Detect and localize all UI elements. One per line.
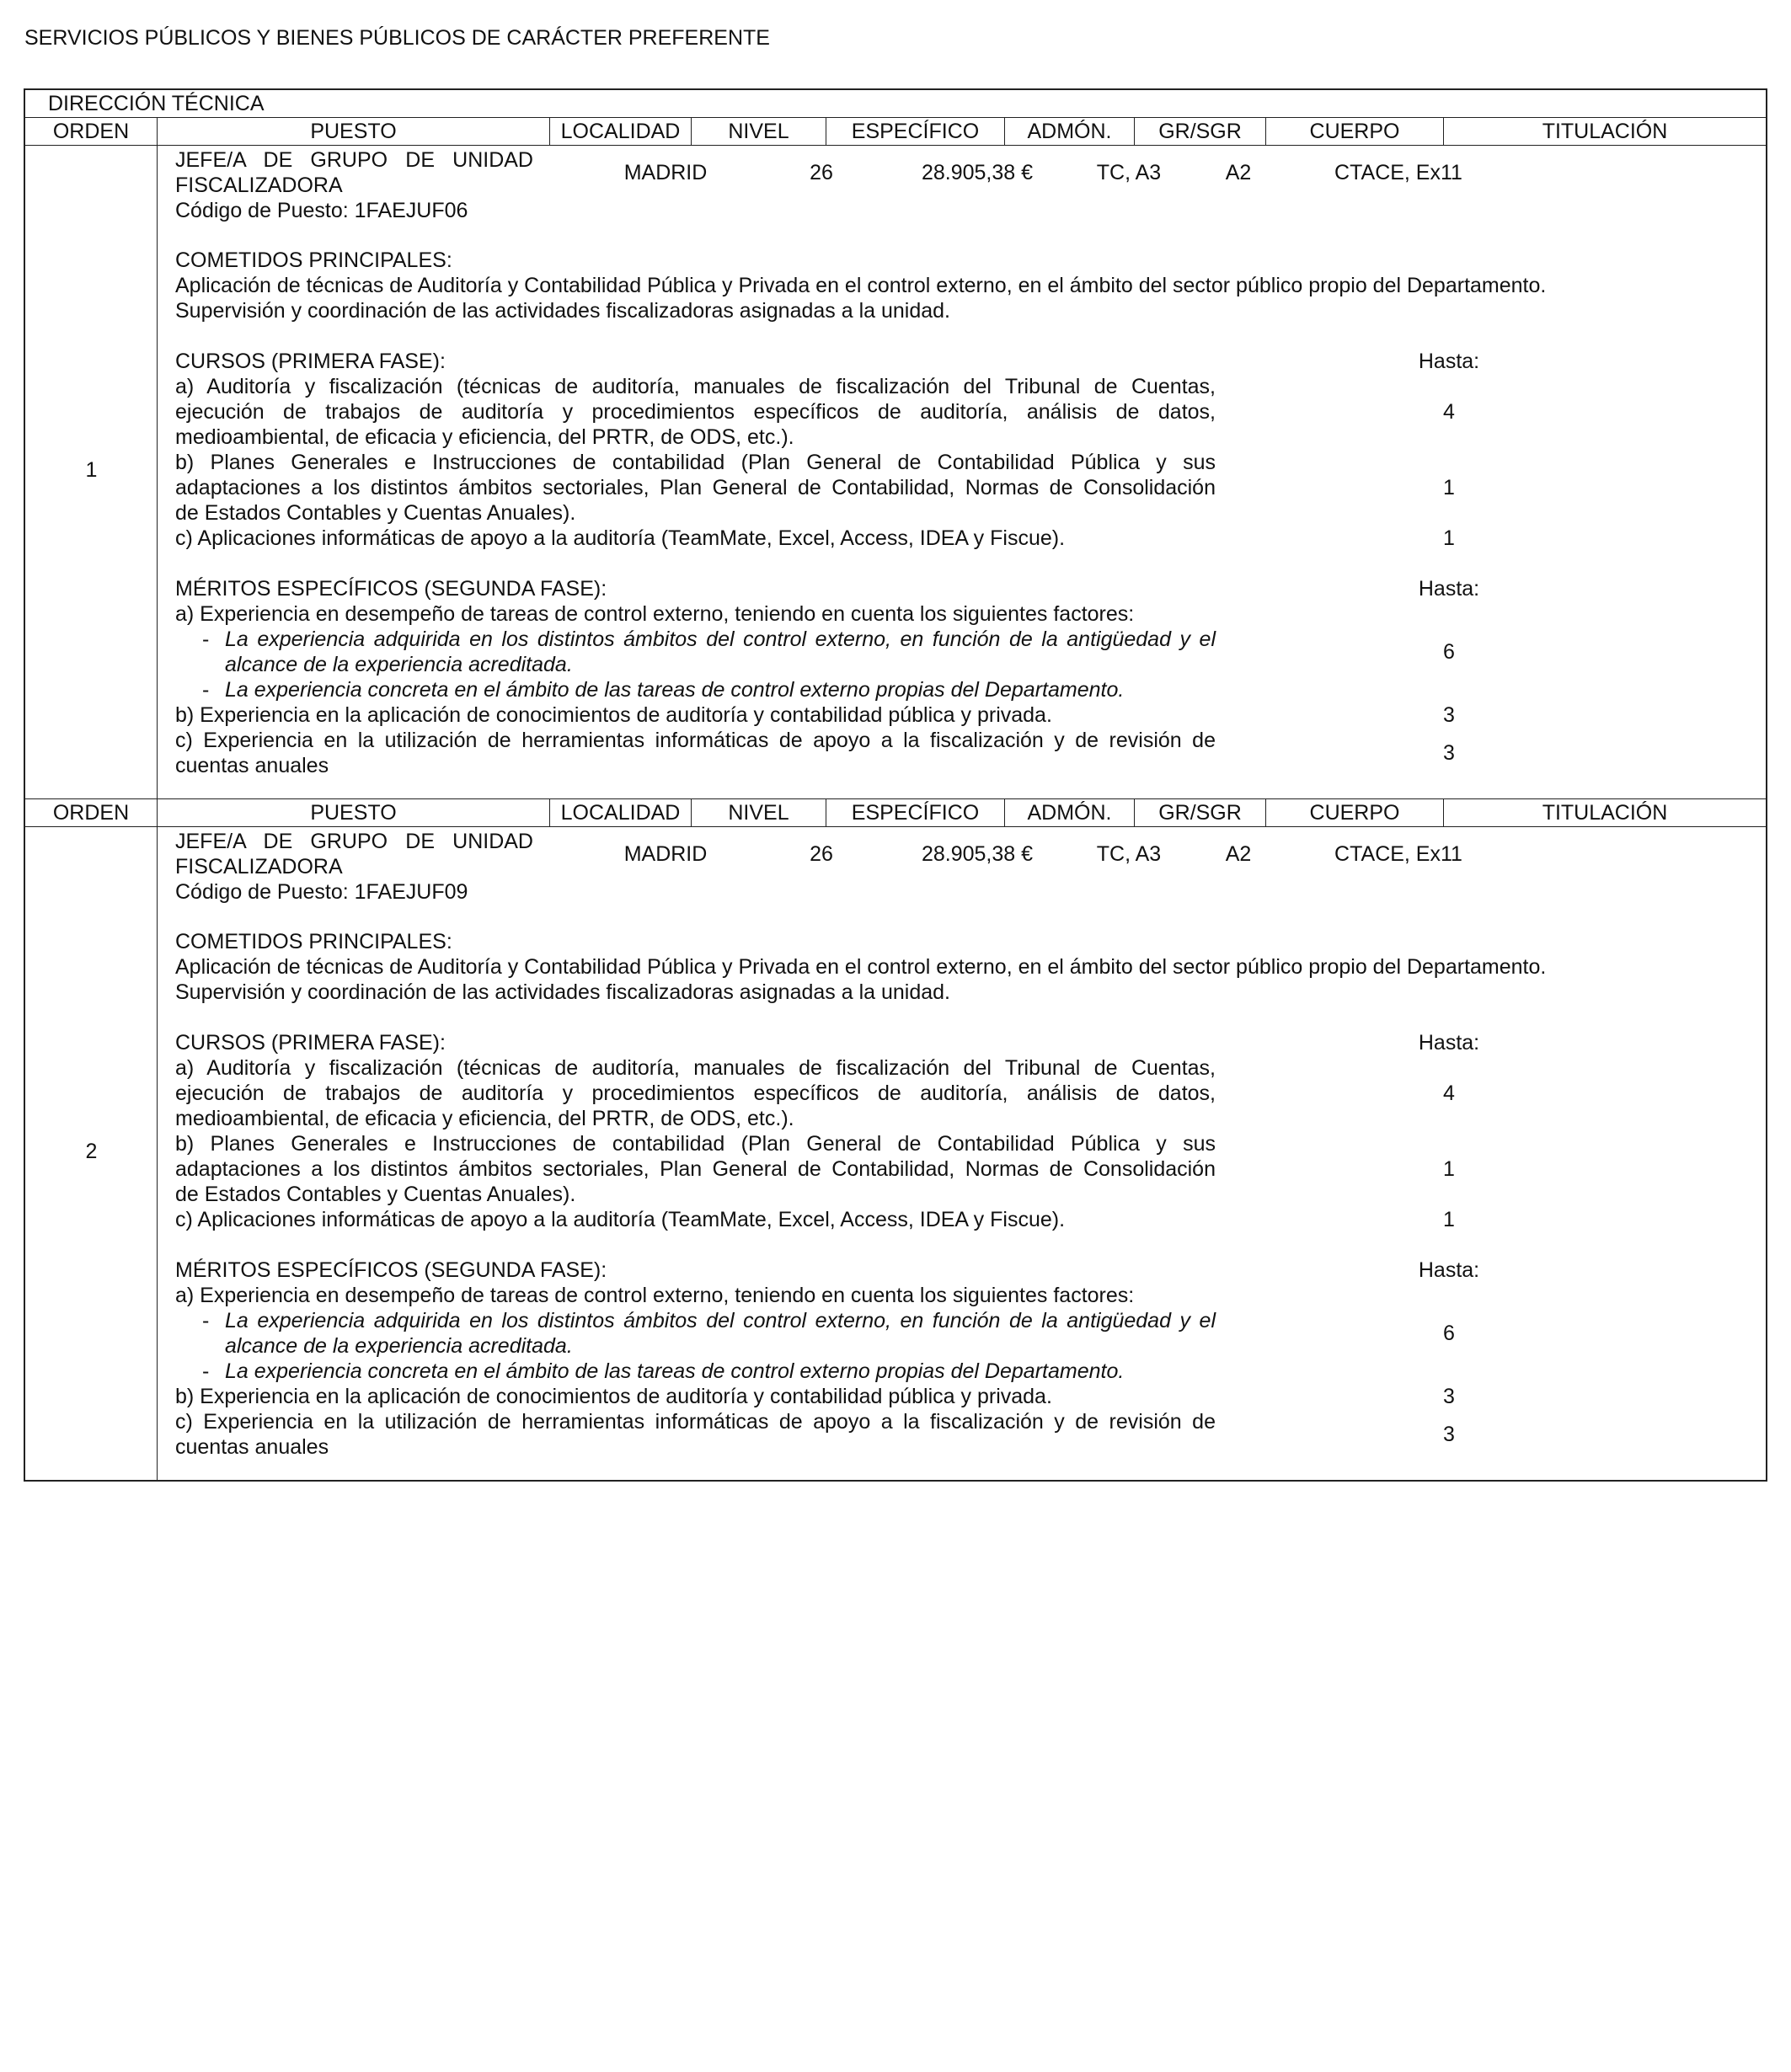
merito-line: cuentas anuales <box>175 754 329 777</box>
unit-title: DIRECCIÓN TÉCNICA <box>25 90 1766 118</box>
curso-line: ejecución de trabajos de auditoría y procedimientos específicos de auditoría, análisis de datos, <box>175 1081 1216 1105</box>
col-grsgr: GR/SGR <box>1135 118 1266 145</box>
col-especifico: ESPECÍFICO <box>826 799 1005 826</box>
especifico-value: 28.905,38 € <box>921 161 1034 184</box>
localidad-value: MADRID <box>623 842 708 866</box>
curso-line: a) Auditoría y fiscalización (técnicas de auditoría, manuales de fiscalización del Tribunal de Cuentas, <box>175 1056 1216 1080</box>
puesto-name <box>175 147 533 198</box>
merito-subitem <box>202 1308 1216 1359</box>
curso-line: ejecución de trabajos de auditoría y procedimientos específicos de auditoría, análisis de datos, <box>175 400 1216 424</box>
col-admon: ADMÓN. <box>1005 799 1135 826</box>
col-admon: ADMÓN. <box>1005 118 1135 145</box>
puesto-code: Código de Puesto: 1FAEJUF09 <box>175 880 468 904</box>
merito-subline: La experiencia adquirida en los distintos ámbitos del control externo, en función de la antigüedad y el <box>225 627 1216 651</box>
col-grsgr: GR/SGR <box>1135 799 1266 826</box>
especifico-value: 28.905,38 € <box>921 842 1034 866</box>
meritos-title: MÉRITOS ESPECÍFICOS (SEGUNDA FASE): <box>175 577 607 601</box>
curso-line: de Estados Contables y Cuentas Anuales). <box>175 1183 576 1206</box>
cometido-line: Supervisión y coordinación de las actividades fiscalizadoras asignadas a la unidad. <box>175 980 950 1004</box>
localidad-value: MADRID <box>623 161 708 184</box>
curso-item: c) Aplicaciones informáticas de apoyo a la auditoría (TeamMate, Excel, Access, IDEA y Fiscue). <box>175 1208 1066 1231</box>
orden-number: 1 <box>85 458 98 482</box>
col-nivel: NIVEL <box>692 118 826 145</box>
curso-points: 1 <box>1443 526 1455 550</box>
cursos-title: CURSOS (PRIMERA FASE): <box>175 1031 446 1055</box>
puesto-line: JEFE/A DE GRUPO DE UNIDAD <box>175 830 533 853</box>
merito-item: b) Experiencia en la aplicación de conocimientos de auditoría y contabilidad pública y privada. <box>175 703 1052 727</box>
col-nivel: NIVEL <box>692 799 826 826</box>
curso-item <box>175 1055 1216 1131</box>
column-header-row <box>25 118 1766 146</box>
dash-bullet: - <box>202 627 210 651</box>
col-localidad: LOCALIDAD <box>550 799 692 826</box>
admon-value: TC, A3 <box>1096 161 1162 184</box>
merito-line: cuentas anuales <box>175 1435 329 1459</box>
merito-subitem <box>202 627 1216 677</box>
curso-line: b) Planes Generales e Instrucciones de contabilidad (Plan General de Contabilidad Pública y sus <box>175 1132 1216 1156</box>
column-header-row <box>25 799 1766 827</box>
curso-line: adaptaciones a los distintos ámbitos sectoriales, Plan General de Contabilidad, Normas de Consolidación <box>175 1157 1216 1181</box>
curso-item: c) Aplicaciones informáticas de apoyo a la auditoría (TeamMate, Excel, Access, IDEA y Fiscue). <box>175 526 1066 550</box>
puesto-line: FISCALIZADORA <box>175 855 343 878</box>
curso-line: medioambiental, de eficacia y eficiencia, del PRTR, de ODS, etc.). <box>175 1107 794 1130</box>
merito-points: 3 <box>1443 1385 1455 1408</box>
merito-item: b) Experiencia en la aplicación de conocimientos de auditoría y contabilidad pública y privada. <box>175 1385 1052 1408</box>
cometidos-title: COMETIDOS PRINCIPALES: <box>175 930 452 953</box>
merito-subline: alcance de la experiencia acreditada. <box>225 653 573 676</box>
nivel-value: 26 <box>810 842 833 866</box>
col-orden: ORDEN <box>25 118 158 145</box>
hasta-label: Hasta: <box>1418 1258 1480 1282</box>
curso-line: medioambiental, de eficacia y eficiencia, del PRTR, de ODS, etc.). <box>175 425 794 449</box>
cometidos-title: COMETIDOS PRINCIPALES: <box>175 248 452 272</box>
merito-points: 6 <box>1443 1322 1455 1345</box>
document-title: SERVICIOS PÚBLICOS Y BIENES PÚBLICOS DE CARÁCTER PREFERENTE <box>24 26 770 50</box>
curso-line: a) Auditoría y fiscalización (técnicas de auditoría, manuales de fiscalización del Tribunal de Cuentas, <box>175 375 1216 398</box>
merito-item: a) Experiencia en desempeño de tareas de control externo, teniendo en cuenta los siguientes factores: <box>175 602 1135 626</box>
position-entry <box>25 827 1766 1480</box>
hasta-label: Hasta: <box>1418 577 1480 601</box>
col-puesto: PUESTO <box>158 118 550 145</box>
hasta-label: Hasta: <box>1418 1031 1480 1055</box>
curso-points: 1 <box>1443 476 1455 499</box>
merito-subline: La experiencia adquirida en los distintos ámbitos del control externo, en función de la antigüedad y el <box>225 1309 1216 1332</box>
col-titulacion: TITULACIÓN <box>1542 801 1668 825</box>
merito-item: a) Experiencia en desempeño de tareas de control externo, teniendo en cuenta los siguientes factores: <box>175 1284 1135 1307</box>
merito-subitem <box>202 1359 1216 1384</box>
position-entry <box>25 146 1766 799</box>
cometido-line: Aplicación de técnicas de Auditoría y Contabilidad Pública y Privada en el control externo, en el ámbito del sector público propio del Departamento. <box>175 274 1547 297</box>
merito-subline: La experiencia concreta en el ámbito de las tareas de control externo propias del Departamento. <box>225 1359 1125 1383</box>
col-orden: ORDEN <box>25 799 158 826</box>
cometido-line: Aplicación de técnicas de Auditoría y Contabilidad Pública y Privada en el control externo, en el ámbito del sector público propio del Departamento. <box>175 955 1547 979</box>
puesto-code: Código de Puesto: 1FAEJUF06 <box>175 199 468 222</box>
merito-points: 3 <box>1443 741 1455 765</box>
curso-item <box>175 374 1216 450</box>
nivel-value: 26 <box>810 161 833 184</box>
dash-bullet: - <box>202 678 210 702</box>
col-especifico: ESPECÍFICO <box>826 118 1005 145</box>
merito-line: c) Experiencia en la utilización de herramientas informáticas de apoyo a la fiscalización y de revisión de <box>175 1410 1216 1434</box>
dash-bullet: - <box>202 1309 210 1332</box>
curso-points: 4 <box>1443 400 1455 424</box>
admon-value: TC, A3 <box>1096 842 1162 866</box>
puesto-name <box>175 829 533 879</box>
puesto-line: FISCALIZADORA <box>175 174 343 197</box>
cometido-line: Supervisión y coordinación de las actividades fiscalizadoras asignadas a la unidad. <box>175 299 950 323</box>
merito-points: 3 <box>1443 1423 1455 1446</box>
merito-subline: alcance de la experiencia acreditada. <box>225 1334 573 1358</box>
curso-line: b) Planes Generales e Instrucciones de contabilidad (Plan General de Contabilidad Pública y sus <box>175 451 1216 474</box>
meritos-title: MÉRITOS ESPECÍFICOS (SEGUNDA FASE): <box>175 1258 607 1282</box>
puesto-line: JEFE/A DE GRUPO DE UNIDAD <box>175 148 533 172</box>
merito-item <box>175 728 1216 778</box>
grsgr-value: A2 <box>1225 842 1252 866</box>
orden-number: 2 <box>85 1140 98 1163</box>
curso-item <box>175 450 1216 526</box>
cursos-title: CURSOS (PRIMERA FASE): <box>175 350 446 373</box>
merito-subitem <box>202 677 1216 702</box>
dash-bullet: - <box>202 1359 210 1383</box>
curso-item <box>175 1131 1216 1207</box>
curso-line: de Estados Contables y Cuentas Anuales). <box>175 501 576 525</box>
hasta-label: Hasta: <box>1418 350 1480 373</box>
positions-table <box>24 88 1767 1482</box>
col-localidad: LOCALIDAD <box>550 118 692 145</box>
col-puesto: PUESTO <box>158 799 550 826</box>
col-cuerpo: CUERPO <box>1266 118 1444 145</box>
curso-line: adaptaciones a los distintos ámbitos sectoriales, Plan General de Contabilidad, Normas de Consolidación <box>175 476 1216 499</box>
grsgr-value: A2 <box>1225 161 1252 184</box>
curso-points: 1 <box>1443 1157 1455 1181</box>
merito-item <box>175 1409 1216 1460</box>
merito-points: 3 <box>1443 703 1455 727</box>
merito-line: c) Experiencia en la utilización de herramientas informáticas de apoyo a la fiscalización y de revisión de <box>175 729 1216 752</box>
col-cuerpo: CUERPO <box>1266 799 1444 826</box>
merito-points: 6 <box>1443 640 1455 664</box>
col-titulacion: TITULACIÓN <box>1542 120 1668 143</box>
curso-points: 1 <box>1443 1208 1455 1231</box>
merito-subline: La experiencia concreta en el ámbito de las tareas de control externo propias del Departamento. <box>225 678 1125 702</box>
curso-points: 4 <box>1443 1081 1455 1105</box>
cuerpo-value: CTACE, Ex11 <box>1334 161 1462 184</box>
cuerpo-value: CTACE, Ex11 <box>1334 842 1462 866</box>
